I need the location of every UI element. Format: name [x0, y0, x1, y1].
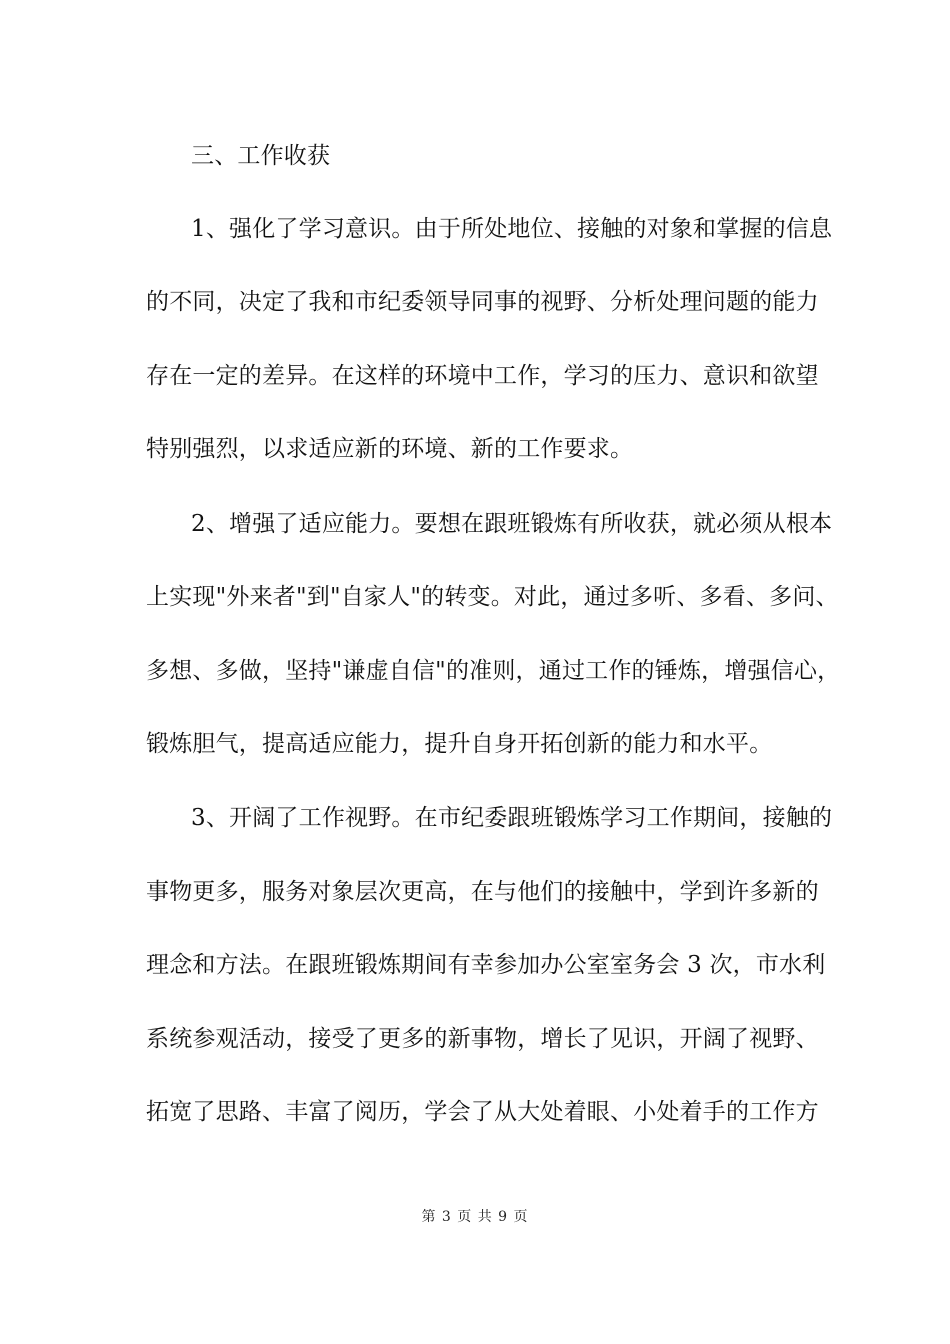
page-number-footer: 第 3 页 共 9 页 — [421, 1209, 529, 1225]
paragraph-line: 1、强化了学习意识。由于所处地位、接触的对象和掌握的信息 — [191, 216, 833, 242]
paragraph-line: 系统参观活动，接受了更多的新事物，增长了见识，开阔了视野、 — [146, 1026, 819, 1052]
paragraph-line: 的不同，决定了我和市纪委领导同事的视野、分析处理问题的能力 — [146, 289, 819, 315]
paragraph-line: 特别强烈，以求适应新的环境、新的工作要求。 — [146, 436, 634, 462]
paragraph-line: 事物更多，服务对象层次更高，在与他们的接触中，学到许多新的 — [146, 879, 819, 905]
paragraph-line: 锻炼胆气，提高适应能力，提升自身开拓创新的能力和水平。 — [146, 731, 773, 757]
section-heading: 三、工作收获 — [191, 143, 331, 169]
paragraph-line: 2、增强了适应能力。要想在跟班锻炼有所收获，就必须从根本 — [191, 511, 833, 537]
paragraph-line: 拓宽了思路、丰富了阅历，学会了从大处着眼、小处着手的工作方 — [146, 1099, 819, 1125]
paragraph-line: 3、开阔了工作视野。在市纪委跟班锻炼学习工作期间，接触的 — [191, 805, 833, 831]
paragraph-line: 多想、多做，坚持"谦虚自信"的准则，通过工作的锤炼，增强信心， — [146, 658, 841, 684]
paragraph-line: 理念和方法。在跟班锻炼期间有幸参加办公室室务会 3 次，市水利 — [146, 952, 826, 978]
paragraph-line: 存在一定的差异。在这样的环境中工作，学习的压力、意识和欲望 — [146, 363, 819, 389]
paragraph-line: 上实现"外来者"到"自家人"的转变。对此，通过多听、多看、多问、 — [146, 584, 839, 610]
